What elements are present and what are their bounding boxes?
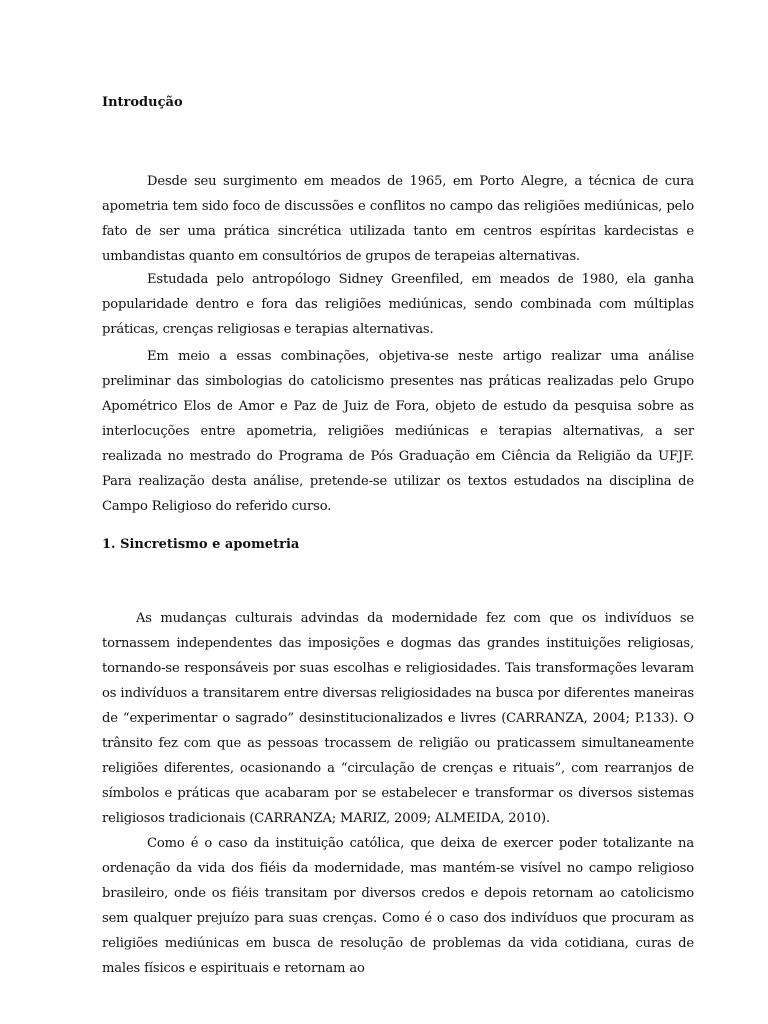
intro-paragraph-1: Desde seu surgimento em meados de 1965, em Porto Alegre, a técnica de cura apometria tem sido foco de discussões e conflitos no campo das religiões mediúnicas, pelo fato de ser uma prática sincrética utilizada tanto em centros espíritas kardecistas e umbandistas quanto em consultórios de grupos de terapeias alternativas. [102, 174, 694, 264]
section1-paragraph-1: As mudanças culturais advindas da modernidade fez com que os indivíduos se tornassem independentes das imposições e dogmas das grandes instituições religiosas, tornando-se responsáveis por suas escolhas e religiosidades. Tais transformações levaram os indivíduos a transitarem entre diversas religiosidades na busca por diferentes maneiras de “experimentar o sagrado” desinstitucionalizados e livres (CARRANZA, 2004; P.133). O trânsito fez com que as pessoas trocassem de religião ou praticassem simultaneamente religiões diferentes, ocasionando a “circulação de crenças e rituais”, com rearranjos de símbolos e práticas que acabaram por se estabelecer e transformar os diversos sistemas religiosos tradicionais (CARRANZA; MARIZ, 2009; ALMEIDA, 2010). [102, 611, 694, 826]
intro-paragraph-2: Estudada pelo antropólogo Sidney Greenfiled, em meados de 1980, ela ganha popularidade dentro e fora das religiões mediúnicas, sendo combinada com múltiplas práticas, crenças religiosas e terapias alternativas. [102, 272, 694, 337]
intro-paragraph-3: Em meio a essas combinações, objetiva-se neste artigo realizar uma análise preliminar das simbologias do catolicismo presentes nas práticas realizadas pelo Grupo Apométrico Elos de Amor e Paz de Juiz de Fora, objeto de estudo da pesquisa sobre as interlocuções entre apometria, religiões mediúnicas e terapias alternativas, a ser realizada no mestrado do Programa de Pós Graduação em Ciência da Religião da UFJF. Para realização desta análise, pretende-se utilizar os textos estudados na disciplina de Campo Religioso do referido curso. [102, 349, 694, 514]
section1-paragraph-2: Como é o caso da instituição católica, que deixa de exercer poder totalizante na ordenação da vida dos fiéis da modernidade, mas mantém-se visível no campo religioso brasileiro, onde os fiéis transitam por diversos credos e depois retornam ao catolicismo sem qualquer prejuízo para suas crenças. Como é o caso dos indivíduos que procuram as religiões mediúnicas em busca de resolução de problemas da vida cotidiana, curas de males físicos e espirituais e retornam ao [102, 836, 694, 976]
section1-heading: 1. Sincretismo e apometria [102, 537, 300, 552]
intro-heading: Introdução [102, 95, 183, 110]
